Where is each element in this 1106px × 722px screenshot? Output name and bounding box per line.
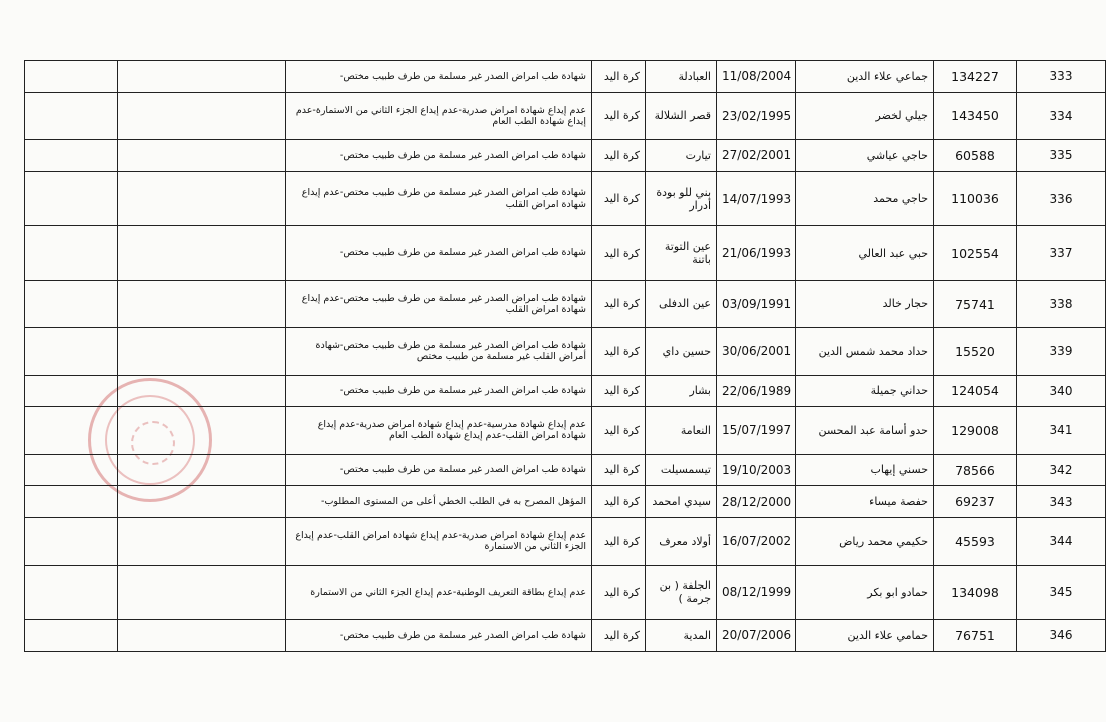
rejection-reason-cell: شهادة طب امراض الصدر غير مسلمة من طرف طبيب مختص- xyxy=(286,140,592,172)
birthplace-cell: بشار xyxy=(646,375,717,407)
sport-cell: كرة اليد xyxy=(592,140,646,172)
id-cell: 124054 xyxy=(934,375,1017,407)
empty-cell xyxy=(118,140,286,172)
sport-cell: كرة اليد xyxy=(592,328,646,375)
table-row xyxy=(25,61,1106,93)
id-cell: 60588 xyxy=(934,140,1017,172)
sport-cell: كرة اليد xyxy=(592,565,646,619)
birthplace-cell: النعامة xyxy=(646,407,717,454)
rejection-reason-cell: عدم إيداع شهادة امراض صدرية-عدم إيداع الجزء الثاني من الاستمارة-عدم إيداع شهادة الطب العام xyxy=(286,92,592,139)
empty-cell xyxy=(118,92,286,139)
empty-cell xyxy=(118,280,286,327)
sport-cell: كرة اليد xyxy=(592,61,646,93)
empty-cell xyxy=(118,407,286,454)
order-cell: 345 xyxy=(1017,565,1106,619)
rejection-reason-cell: شهادة طب امراض الصدر غير مسلمة من طرف طبيب مختص- xyxy=(286,226,592,280)
order-cell: 346 xyxy=(1017,620,1106,652)
birthdate-cell: 28/12/2000 xyxy=(717,486,796,518)
name-cell: حاجي محمد xyxy=(796,171,934,225)
birthplace-cell: المدية xyxy=(646,620,717,652)
results-table xyxy=(24,60,1106,652)
name-cell: جيلي لخضر xyxy=(796,92,934,139)
name-cell: حمامي علاء الدين xyxy=(796,620,934,652)
sport-cell: كرة اليد xyxy=(592,620,646,652)
birthplace-cell: تيارت xyxy=(646,140,717,172)
empty-cell xyxy=(118,328,286,375)
empty-cell xyxy=(25,407,118,454)
table-row xyxy=(25,565,1106,619)
birthplace-cell: عين التوتة باتنة xyxy=(646,226,717,280)
name-cell: جماعي علاء الدين xyxy=(796,61,934,93)
name-cell: حاجي عياشي xyxy=(796,140,934,172)
id-cell: 110036 xyxy=(934,171,1017,225)
name-cell: حكيمي محمد رياض xyxy=(796,518,934,565)
rejection-reason-cell: شهادة طب امراض الصدر غير مسلمة من طرف طبيب مختص- xyxy=(286,454,592,486)
name-cell: حفصة ميساء xyxy=(796,486,934,518)
order-cell: 336 xyxy=(1017,171,1106,225)
order-cell: 343 xyxy=(1017,486,1106,518)
empty-cell xyxy=(25,486,118,518)
table-row xyxy=(25,407,1106,454)
id-cell: 15520 xyxy=(934,328,1017,375)
birthplace-cell: حسين داي xyxy=(646,328,717,375)
table-row xyxy=(25,171,1106,225)
birthdate-cell: 11/08/2004 xyxy=(717,61,796,93)
order-cell: 335 xyxy=(1017,140,1106,172)
birthplace-cell: بني للو بودة أدرار xyxy=(646,171,717,225)
name-cell: حسني إيهاب xyxy=(796,454,934,486)
order-cell: 334 xyxy=(1017,92,1106,139)
birthdate-cell: 27/02/2001 xyxy=(717,140,796,172)
empty-cell xyxy=(25,140,118,172)
rejection-reason-cell: شهادة طب امراض الصدر غير مسلمة من طرف طبيب مختص-عدم إيداع شهادة امراض القلب xyxy=(286,280,592,327)
table-row xyxy=(25,518,1106,565)
empty-cell xyxy=(118,620,286,652)
id-cell: 143450 xyxy=(934,92,1017,139)
order-cell: 342 xyxy=(1017,454,1106,486)
name-cell: حجار خالد xyxy=(796,280,934,327)
birthplace-cell: سيدي امحمد xyxy=(646,486,717,518)
birthplace-cell: تيسمسيلت xyxy=(646,454,717,486)
order-cell: 338 xyxy=(1017,280,1106,327)
empty-cell xyxy=(25,454,118,486)
empty-cell xyxy=(25,280,118,327)
empty-cell xyxy=(118,171,286,225)
id-cell: 129008 xyxy=(934,407,1017,454)
id-cell: 69237 xyxy=(934,486,1017,518)
table-row xyxy=(25,454,1106,486)
sport-cell: كرة اليد xyxy=(592,280,646,327)
empty-cell xyxy=(25,620,118,652)
rejection-reason-cell: عدم إيداع شهادة امراض صدرية-عدم إيداع شهادة امراض القلب-عدم إيداع الجزء الثاني من الاستمارة xyxy=(286,518,592,565)
order-cell: 340 xyxy=(1017,375,1106,407)
birthdate-cell: 08/12/1999 xyxy=(717,565,796,619)
order-cell: 337 xyxy=(1017,226,1106,280)
sport-cell: كرة اليد xyxy=(592,92,646,139)
empty-cell xyxy=(118,454,286,486)
birthplace-cell: قصر الشلالة xyxy=(646,92,717,139)
empty-cell xyxy=(25,518,118,565)
birthdate-cell: 15/07/1997 xyxy=(717,407,796,454)
id-cell: 78566 xyxy=(934,454,1017,486)
sport-cell: كرة اليد xyxy=(592,518,646,565)
birthdate-cell: 23/02/1995 xyxy=(717,92,796,139)
id-cell: 76751 xyxy=(934,620,1017,652)
name-cell: حمادو ابو بكر xyxy=(796,565,934,619)
empty-cell xyxy=(25,328,118,375)
birthplace-cell: أولاد معرف xyxy=(646,518,717,565)
birthplace-cell: عين الدفلى xyxy=(646,280,717,327)
birthdate-cell: 30/06/2001 xyxy=(717,328,796,375)
empty-cell xyxy=(118,61,286,93)
birthdate-cell: 03/09/1991 xyxy=(717,280,796,327)
id-cell: 75741 xyxy=(934,280,1017,327)
sport-cell: كرة اليد xyxy=(592,486,646,518)
order-cell: 339 xyxy=(1017,328,1106,375)
name-cell: حداني جميلة xyxy=(796,375,934,407)
rejection-reason-cell: عدم إيداع شهادة مدرسية-عدم إيداع شهادة امراض صدرية-عدم إيداع شهادة امراض القلب-عدم إيداع شهادة الطب العام xyxy=(286,407,592,454)
order-cell: 333 xyxy=(1017,61,1106,93)
name-cell: حدو أسامة عبد المحسن xyxy=(796,407,934,454)
birthdate-cell: 14/07/1993 xyxy=(717,171,796,225)
rejection-reason-cell: شهادة طب امراض الصدر غير مسلمة من طرف طبيب مختص- xyxy=(286,620,592,652)
table-row xyxy=(25,280,1106,327)
rejection-reason-cell: شهادة طب امراض الصدر غير مسلمة من طرف طبيب مختص-شهادة أمراض القلب غير مسلمة من طبيب مختص xyxy=(286,328,592,375)
rejection-reason-cell: شهادة طب امراض الصدر غير مسلمة من طرف طبيب مختص- xyxy=(286,61,592,93)
birthdate-cell: 21/06/1993 xyxy=(717,226,796,280)
empty-cell xyxy=(118,518,286,565)
table-row xyxy=(25,140,1106,172)
empty-cell xyxy=(25,92,118,139)
table-body xyxy=(25,61,1106,652)
table-row xyxy=(25,92,1106,139)
birthplace-cell: الجلفة ( بن جرمة ) xyxy=(646,565,717,619)
sport-cell: كرة اليد xyxy=(592,454,646,486)
table-row xyxy=(25,620,1106,652)
rejection-reason-cell: المؤهل المصرح به في الطلب الخطي أعلى من المستوى المطلوب- xyxy=(286,486,592,518)
sport-cell: كرة اليد xyxy=(592,375,646,407)
table-row xyxy=(25,328,1106,375)
empty-cell xyxy=(25,375,118,407)
table-row xyxy=(25,486,1106,518)
empty-cell xyxy=(118,375,286,407)
birthdate-cell: 22/06/1989 xyxy=(717,375,796,407)
name-cell: حبي عبد العالي xyxy=(796,226,934,280)
id-cell: 102554 xyxy=(934,226,1017,280)
sport-cell: كرة اليد xyxy=(592,407,646,454)
empty-cell xyxy=(25,226,118,280)
table-row xyxy=(25,226,1106,280)
birthdate-cell: 19/10/2003 xyxy=(717,454,796,486)
birthdate-cell: 16/07/2002 xyxy=(717,518,796,565)
empty-cell xyxy=(118,565,286,619)
order-cell: 344 xyxy=(1017,518,1106,565)
empty-cell xyxy=(118,486,286,518)
rejection-reason-cell: شهادة طب امراض الصدر غير مسلمة من طرف طبيب مختص- xyxy=(286,375,592,407)
name-cell: حداد محمد شمس الدين xyxy=(796,328,934,375)
rejection-reason-cell: عدم إيداع بطاقة التعريف الوطنية-عدم إيداع الجزء الثاني من الاستمارة xyxy=(286,565,592,619)
rejection-reason-cell: شهادة طب امراض الصدر غير مسلمة من طرف طبيب مختص-عدم إيداع شهادة امراض القلب xyxy=(286,171,592,225)
empty-cell xyxy=(25,171,118,225)
birthplace-cell: العبادلة xyxy=(646,61,717,93)
sport-cell: كرة اليد xyxy=(592,171,646,225)
order-cell: 341 xyxy=(1017,407,1106,454)
empty-cell xyxy=(25,565,118,619)
id-cell: 45593 xyxy=(934,518,1017,565)
sport-cell: كرة اليد xyxy=(592,226,646,280)
id-cell: 134227 xyxy=(934,61,1017,93)
empty-cell xyxy=(25,61,118,93)
empty-cell xyxy=(118,226,286,280)
table-row xyxy=(25,375,1106,407)
id-cell: 134098 xyxy=(934,565,1017,619)
birthdate-cell: 20/07/2006 xyxy=(717,620,796,652)
